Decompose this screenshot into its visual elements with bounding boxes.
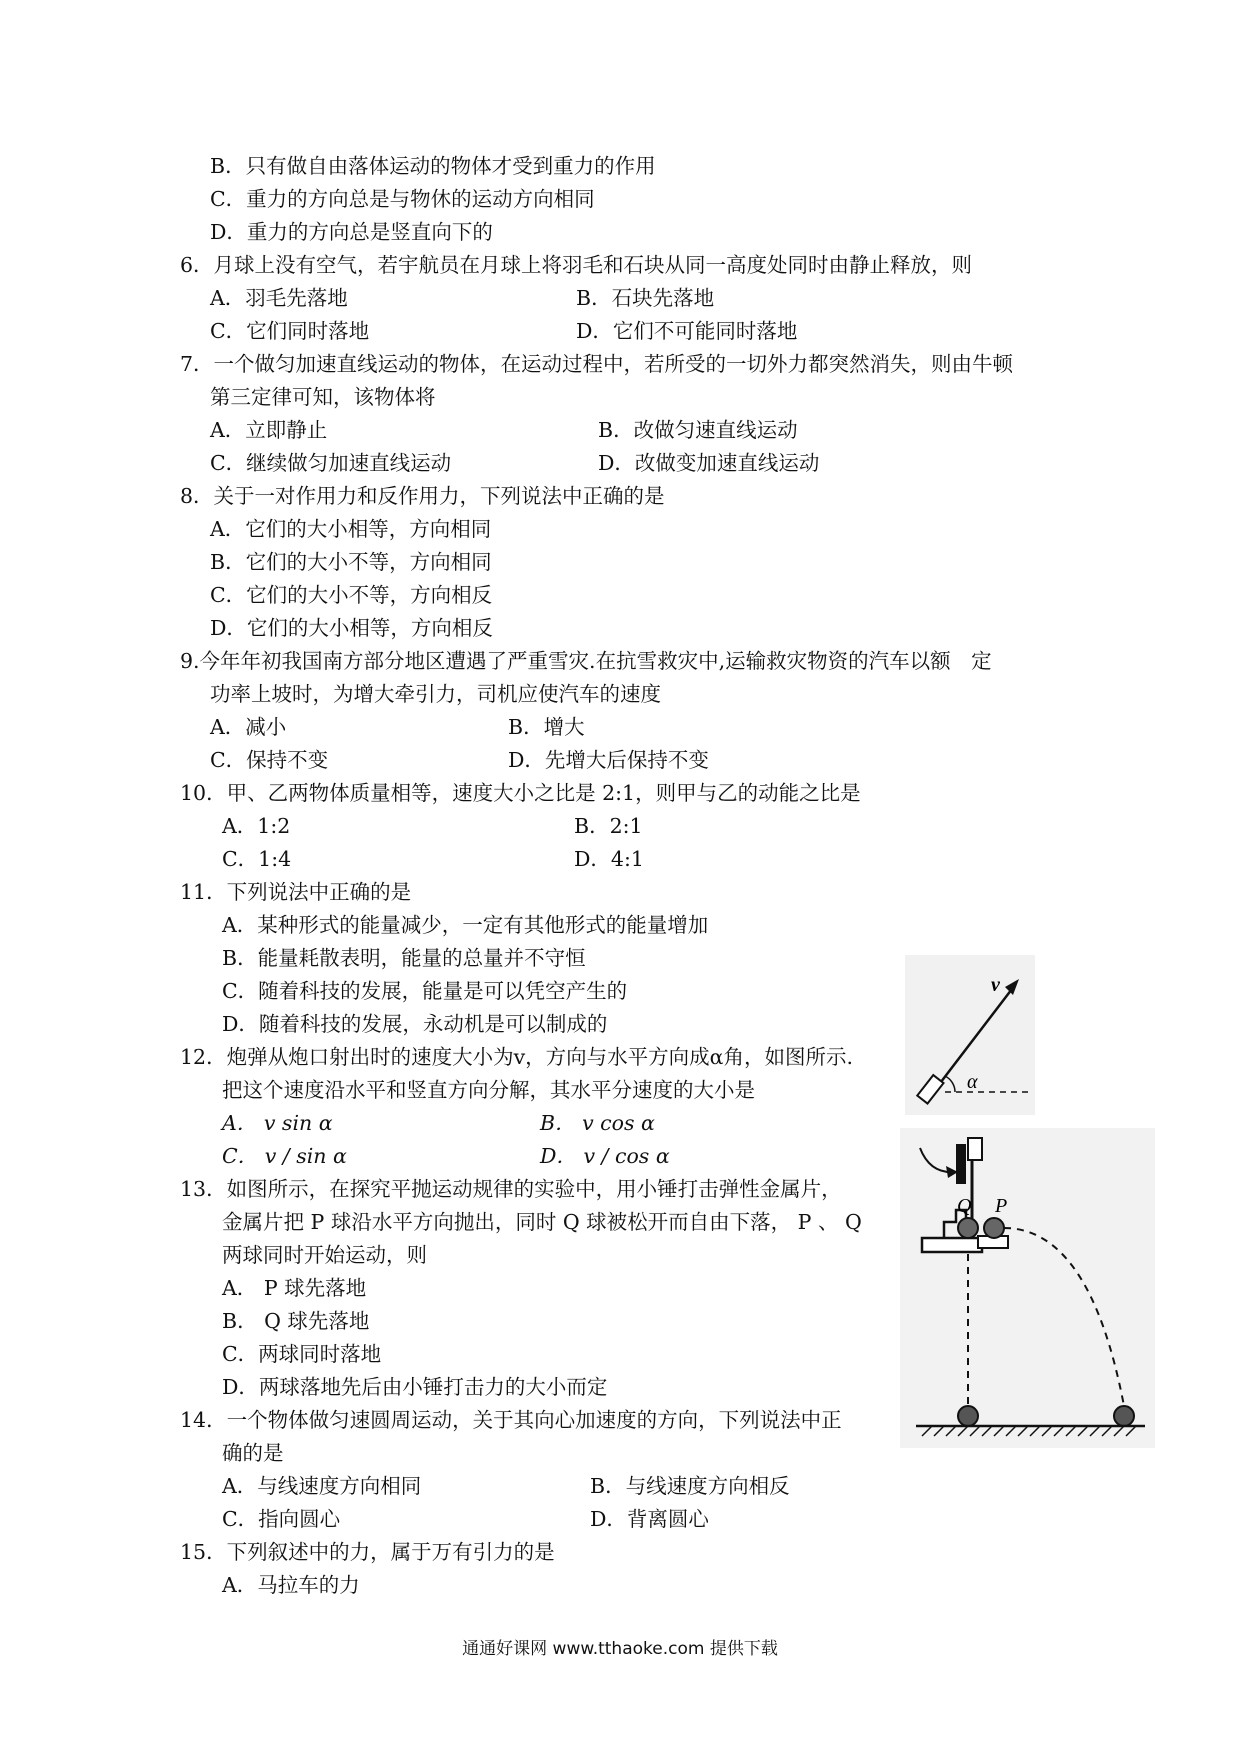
q14-option-a: A．与线速度方向相同 xyxy=(222,1474,422,1498)
q6-option-b: B．石块先落地 xyxy=(576,286,715,310)
q12-velocity-figure xyxy=(905,955,1035,1115)
q7-option-d: D．改做变加速直线运动 xyxy=(598,451,820,475)
q6-option-a: A．羽毛先落地 xyxy=(210,286,348,310)
q11-option-b: B．能量耗散表明，能量的总量并不守恒 xyxy=(222,946,586,970)
q12-option-c: C． v / sin α xyxy=(222,1144,347,1168)
q13-option-d: D．两球落地先后由小锤打击力的大小而定 xyxy=(222,1375,608,1399)
q12-option-a: A． v sin α xyxy=(222,1111,333,1135)
q6-option-d: D．它们不可能同时落地 xyxy=(576,319,798,343)
q8-stem: 8．关于一对作用力和反作用力，下列说法中正确的是 xyxy=(180,484,665,508)
q13-stem-line1: 13．如图所示，在探究平抛运动规律的实验中，用小锤打击弹性金属片， xyxy=(180,1177,842,1201)
q8-option-a: A．它们的大小相等，方向相同 xyxy=(210,517,492,541)
ball-q-start xyxy=(958,1218,978,1238)
q9-option-c: C．保持不变 xyxy=(210,748,329,772)
q15-stem: 15．下列叙述中的力，属于万有引力的是 xyxy=(180,1540,555,1564)
angle-label: α xyxy=(967,1071,978,1093)
q10-option-c: C．1:4 xyxy=(222,847,292,871)
q7-option-c: C．继续做匀加速直线运动 xyxy=(210,451,452,475)
q13-option-b: B． Q 球先落地 xyxy=(222,1309,370,1333)
q9-option-d: D．先增大后保持不变 xyxy=(508,748,709,772)
q10-option-a: A．1:2 xyxy=(222,814,291,838)
stand-base xyxy=(922,1238,982,1252)
q6-stem: 6．月球上没有空气，若宇航员在月球上将羽毛和石块从同一高度处同时由静止释放，则 xyxy=(180,253,973,277)
ball-q-landed xyxy=(958,1406,978,1426)
q15-option-a: A．马拉车的力 xyxy=(222,1573,360,1597)
q11-option-a: A．某种形式的能量减少，一定有其他形式的能量增加 xyxy=(222,913,709,937)
q7-option-b: B．改做匀速直线运动 xyxy=(598,418,798,442)
page-footer: 通通好课网 www.tthaoke.com 提供下载 xyxy=(462,1639,778,1659)
q13-option-c: C．两球同时落地 xyxy=(222,1342,382,1366)
q12-option-d: D． v / cos α xyxy=(540,1144,670,1168)
q7-stem-line2: 第三定律可知，该物体将 xyxy=(210,385,436,409)
q5-option-c: C．重力的方向总是与物休的运动方向相同 xyxy=(210,187,595,211)
q14-stem-line1: 14．一个物体做匀速圆周运动，关于其向心加速度的方向，下列说法中正 xyxy=(180,1408,842,1432)
q8-option-d: D．它们的大小相等，方向相反 xyxy=(210,616,493,640)
q5-option-d: D．重力的方向总是竖直向下的 xyxy=(210,220,493,244)
q13-stem-line3: 两球同时开始运动，则 xyxy=(222,1243,427,1267)
ball-p-label: P xyxy=(995,1195,1008,1217)
q5-option-b: B．只有做自由落体运动的物体才受到重力的作用 xyxy=(210,154,656,178)
q10-option-d: D．4:1 xyxy=(574,847,644,871)
q12-stem-line2: 把这个速度沿水平和竖直方向分解，其水平分速度的大小是 xyxy=(222,1078,755,1102)
q13-figure-background xyxy=(900,1128,1155,1448)
q9-option-a: A．减小 xyxy=(210,715,287,739)
hammer-icon xyxy=(956,1144,966,1184)
q9-stem-line1: 9.今年年初我国南方部分地区遭遇了严重雪灾.在抗雪救灾中,运输救灾物资的汽车以额 定 xyxy=(180,649,992,673)
q14-stem-line2: 确的是 xyxy=(222,1441,284,1465)
q9-option-b: B．增大 xyxy=(508,715,585,739)
q12-option-b: B． v cos α xyxy=(540,1111,655,1135)
q6-option-c: C．它们同时落地 xyxy=(210,319,370,343)
q14-option-c: C．指向圆心 xyxy=(222,1507,341,1531)
q13-stem-line2: 金属片把 P 球沿水平方向抛出，同时 Q 球被松开而自由下落， P 、 Q xyxy=(222,1210,862,1234)
q11-option-d: D．随着科技的发展，永动机是可以制成的 xyxy=(222,1012,608,1036)
q8-option-c: C．它们的大小不等，方向相反 xyxy=(210,583,493,607)
q7-stem-line1: 7．一个做匀加速直线运动的物体，在运动过程中，若所受的一切外力都突然消失，则由牛顿 xyxy=(180,352,1014,376)
velocity-label: v xyxy=(991,974,1000,996)
q10-option-b: B．2:1 xyxy=(574,814,643,838)
ball-p-start xyxy=(984,1218,1004,1238)
q9-stem-line2: 功率上坡时，为增大牵引力，司机应使汽车的速度 xyxy=(210,682,661,706)
ball-p-landed xyxy=(1114,1406,1134,1426)
q10-stem: 10．甲、乙两物体质量相等，速度大小之比是 2:1，则甲与乙的动能之比是 xyxy=(180,781,861,805)
q12-stem-line1: 12．炮弹从炮口射出时的速度大小为v，方向与水平方向成α角，如图所示. xyxy=(180,1045,854,1069)
q13-option-a: A． P 球先落地 xyxy=(222,1276,367,1300)
ball-q-label: Q xyxy=(957,1195,972,1217)
q13-apparatus-figure xyxy=(900,1128,1155,1448)
hammer-head-icon xyxy=(968,1138,982,1160)
q14-option-d: D．背离圆心 xyxy=(590,1507,709,1531)
q7-option-a: A．立即静止 xyxy=(210,418,328,442)
q14-option-b: B．与线速度方向相反 xyxy=(590,1474,790,1498)
q11-option-c: C．随着科技的发展，能量是可以凭空产生的 xyxy=(222,979,628,1003)
q8-option-b: B．它们的大小不等，方向相同 xyxy=(210,550,492,574)
q11-stem: 11．下列说法中正确的是 xyxy=(180,880,412,904)
